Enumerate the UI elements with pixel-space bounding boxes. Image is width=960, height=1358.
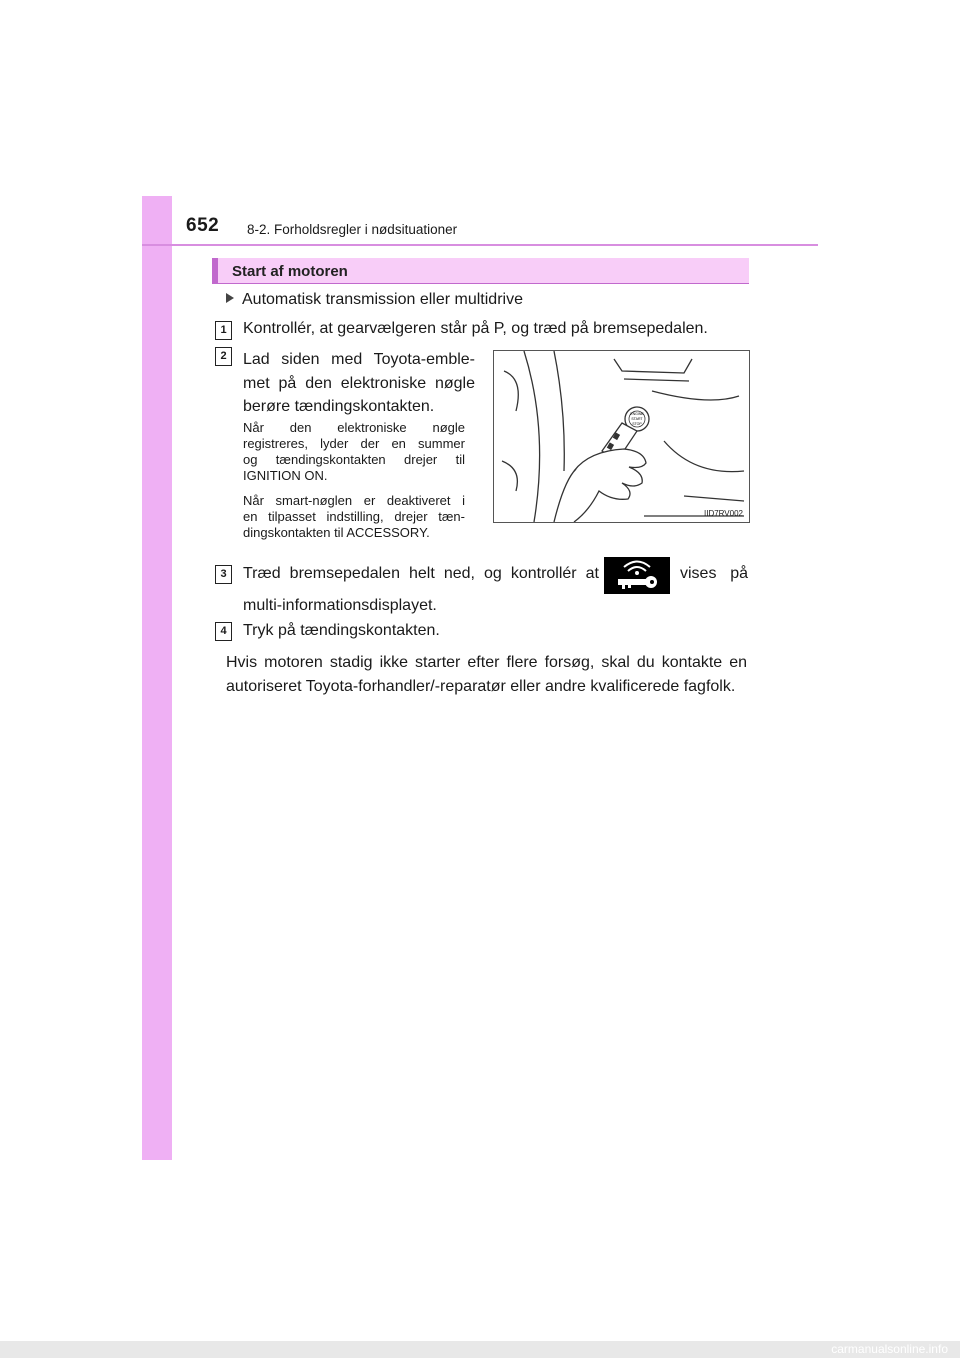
step-4-badge: 4 <box>215 622 232 641</box>
step-2-badge: 2 <box>215 347 232 366</box>
illustration-code: IID7RV002 <box>704 509 743 518</box>
sub-heading <box>226 291 523 309</box>
closing-line: autoriseret Toyota-forhandler/-reparatør eller andre kvalificerede fagfolk. <box>226 678 736 695</box>
step-1-text: Kontrollér, at gearvælgeren står på P, og træd på bremsepedalen. <box>243 320 708 337</box>
note-line: Når den elektroniske nøgle <box>243 420 465 435</box>
button-label: STOP <box>632 422 642 426</box>
section-title: 8-2. Forholdsregler i nødsituationer <box>247 222 458 237</box>
section-heading-bar <box>212 258 749 284</box>
footer-bar <box>0 1341 960 1358</box>
hand-with-key <box>554 423 646 522</box>
step-3-badge: 3 <box>215 565 232 584</box>
step-3-text-after: vises på <box>680 565 748 582</box>
note-line: en tilpasset indstilling, drejer tæn- <box>243 509 465 524</box>
note-line: Når smart-nøglen er deaktiveret i <box>243 493 465 508</box>
step-3-text: Træd bremsepedalen helt ned, og kontrollér at <box>243 565 599 582</box>
step-3-text-continued: multi-informationsdisplayet. <box>243 597 437 614</box>
step-2-line: met på den elektroniske nøgle <box>243 374 475 392</box>
key-with-signal-icon <box>604 557 670 594</box>
ignition-illustration-drawing <box>494 351 749 522</box>
note-line: registreres, lyder der en summer <box>243 436 465 451</box>
step-2-line: berøre tændingskontakten. <box>243 398 435 415</box>
button-label: ENGINE <box>630 412 644 416</box>
note-line: dingskontakten til ACCESSORY. <box>243 525 430 540</box>
header-rule <box>142 244 818 246</box>
step-2-text <box>243 348 475 419</box>
chapter-side-tab <box>142 196 172 1160</box>
closing-paragraph <box>226 651 747 699</box>
triangle-bullet-icon <box>226 293 234 303</box>
smart-key-indicator <box>604 557 670 594</box>
closing-line: Hvis motoren stadig ikke starter efter flere forsøg, skal du kontakte en <box>226 654 747 671</box>
step-1-badge: 1 <box>215 321 232 340</box>
page-number: 652 <box>186 215 220 236</box>
button-label: START <box>631 417 643 421</box>
note-line: IGNITION ON. <box>243 468 328 483</box>
step-2-note-2 <box>243 493 465 541</box>
step-4-text: Tryk på tændingskontakten. <box>243 622 440 639</box>
step-2-line: Lad siden med Toyota-emble- <box>243 351 475 368</box>
step-2-note-1 <box>243 420 465 484</box>
sub-heading-text: Automatisk transmission eller multidrive <box>242 291 523 308</box>
note-line: og tændingskontakten drejer til <box>243 452 465 467</box>
ignition-key-illustration <box>493 350 750 523</box>
footer-watermark: carmanualsonline.info <box>831 1342 948 1356</box>
section-heading: Start af motoren <box>232 263 348 280</box>
